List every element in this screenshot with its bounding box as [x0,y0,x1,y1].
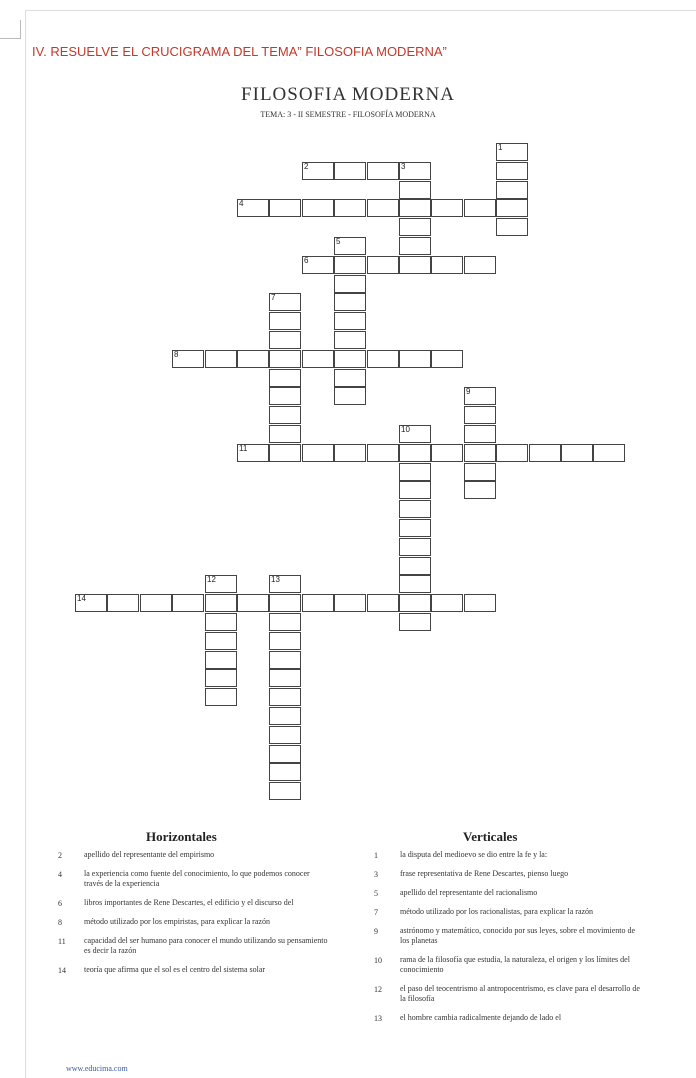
crossword-cell[interactable] [75,594,107,612]
crossword-cell[interactable] [367,162,399,180]
clue-down-13 [374,1013,646,1023]
crossword-cell[interactable] [334,594,366,612]
crossword-cell[interactable] [334,369,366,387]
vertical-clues-list [374,850,646,1032]
crossword-cell[interactable] [269,669,301,687]
crossword-cell[interactable] [529,444,561,462]
crossword-cell[interactable] [269,575,301,593]
clue-number: 6 [58,899,62,908]
horizontal-clues-list [58,850,330,984]
crossword-cell[interactable] [399,350,431,368]
clue-text: método utilizado por los racionalistas, para explicar la razón [400,907,594,916]
crossword-cell[interactable] [367,350,399,368]
crossword-cell[interactable] [464,444,496,462]
crossword-cell[interactable] [334,162,366,180]
clue-text: astrónomo y matemático, conocido por sus leyes, sobre el movimiento de los planetas [400,926,636,945]
clue-text: rama de la filosofía que estudia, la naturaleza, el origen y los límites del conocimiento [400,955,630,974]
crossword-cell[interactable] [399,199,431,217]
crossword-clue-number: 10 [401,425,410,434]
clue-down-7 [374,907,646,917]
crossword-cell[interactable] [334,293,366,311]
crossword-cell[interactable] [205,594,237,612]
crossword-cell[interactable] [205,688,237,706]
crossword-cell[interactable] [269,444,301,462]
crossword-cell[interactable] [302,199,334,217]
clue-text: teoría que afirma que el sol es el centro del sistema solar [84,965,266,974]
clue-number: 9 [374,927,378,936]
crossword-cell[interactable] [561,444,593,462]
vertical-clues-heading: Verticales [463,829,518,844]
crossword-cell[interactable] [431,594,463,612]
clue-number: 12 [374,985,382,994]
crossword-cell[interactable] [496,199,528,217]
horizontal-clues-heading: Horizontales [146,829,217,844]
clue-text: libros importantes de Rene Descartes, el edificio y el discurso del [84,898,294,907]
page-left-border [25,10,26,1078]
crossword-cell[interactable] [399,594,431,612]
crossword-cell[interactable] [269,782,301,800]
crossword-cell[interactable] [269,594,301,612]
crossword-clue-number: 3 [401,162,406,171]
crossword-cell[interactable] [399,425,431,443]
crossword-cell[interactable] [399,444,431,462]
crossword-cell[interactable] [496,143,528,161]
crossword-clue-number: 7 [271,293,276,302]
crossword-cell[interactable] [269,312,301,330]
crossword-cell[interactable] [496,218,528,236]
crossword-cell[interactable] [464,199,496,217]
page-top-border [25,10,696,11]
clue-down-3 [374,869,646,879]
crossword-cell[interactable] [334,444,366,462]
clue-number: 3 [374,870,378,879]
crossword-cell[interactable] [464,425,496,443]
crossword-clue-number: 4 [239,199,244,208]
clue-down-1 [374,850,646,860]
crossword-cell[interactable] [334,387,366,405]
crossword-cell[interactable] [302,444,334,462]
crossword-cell[interactable] [107,594,139,612]
page-corner-mark [0,20,21,39]
clue-text: capacidad del ser humano para conocer el mundo utilizando su pensamiento es decir la razón [84,936,328,955]
clue-number: 5 [374,889,378,898]
crossword-cell[interactable] [172,594,204,612]
crossword-cell[interactable] [399,538,431,556]
crossword-cell[interactable] [269,293,301,311]
clue-across-2 [58,850,330,860]
clue-text: método utilizado por los empiristas, para explicar la razón [84,917,270,926]
crossword-clue-number: 8 [174,350,179,359]
crossword-cell[interactable] [431,256,463,274]
crossword-cell[interactable] [302,350,334,368]
clue-across-8 [58,917,330,927]
crossword-clue-number: 12 [207,575,216,584]
crossword-cell[interactable] [269,688,301,706]
clue-down-5 [374,888,646,898]
crossword-cell[interactable] [399,613,431,631]
crossword-cell[interactable] [205,350,237,368]
crossword-cell[interactable] [399,557,431,575]
clue-number: 11 [58,937,66,946]
crossword-clue-number: 6 [304,256,309,265]
crossword-cell[interactable] [399,162,431,180]
crossword-cell[interactable] [205,613,237,631]
crossword-clue-number: 9 [466,387,471,396]
footer-site-url: www.educima.com [66,1064,128,1073]
crossword-cell[interactable] [367,199,399,217]
crossword-cell[interactable] [399,500,431,518]
clue-text: el hombre cambia radicalmente dejando de lado el [400,1013,562,1022]
clue-across-6 [58,898,330,908]
crossword-cell[interactable] [464,387,496,405]
crossword-cell[interactable] [334,199,366,217]
clue-down-12 [374,984,646,1004]
clue-text: el paso del teocentrismo al antropocentrismo, es clave para el desarrollo de la filosofía [400,984,640,1003]
crossword-cell[interactable] [399,463,431,481]
crossword-cell[interactable] [237,444,269,462]
crossword-clue-number: 11 [239,444,248,453]
crossword-cell[interactable] [269,387,301,405]
clue-text: apellido del representante del racionalismo [400,888,538,897]
crossword-clue-number: 13 [271,575,280,584]
crossword-cell[interactable] [269,350,301,368]
clue-number: 1 [374,851,378,860]
clue-text: la disputa del medioevo se dio entre la fe y la: [400,850,548,859]
crossword-cell[interactable] [464,256,496,274]
clue-number: 10 [374,956,382,965]
crossword-cell[interactable] [367,444,399,462]
crossword-cell[interactable] [269,707,301,725]
crossword-cell[interactable] [334,256,366,274]
crossword-cell[interactable] [140,594,172,612]
crossword-cell[interactable] [269,331,301,349]
crossword-clue-number: 14 [77,594,86,603]
crossword-cell[interactable] [367,594,399,612]
crossword-cell[interactable] [399,181,431,199]
clue-number: 8 [58,918,62,927]
crossword-cell[interactable] [269,632,301,650]
crossword-cell[interactable] [464,406,496,424]
crossword-cell[interactable] [334,275,366,293]
crossword-cell[interactable] [464,594,496,612]
crossword-cell[interactable] [269,651,301,669]
crossword-clue-number: 2 [304,162,309,171]
clue-across-4 [58,869,330,889]
crossword-cell[interactable] [334,237,366,255]
crossword-clue-number: 1 [498,143,503,152]
crossword-cell[interactable] [237,199,269,217]
crossword-cell[interactable] [269,726,301,744]
crossword-cell[interactable] [269,425,301,443]
clue-number: 7 [374,908,378,917]
clue-number: 2 [58,851,62,860]
crossword-cell[interactable] [237,594,269,612]
crossword-cell[interactable] [399,256,431,274]
crossword-cell[interactable] [237,350,269,368]
crossword-cell[interactable] [205,651,237,669]
clue-number: 14 [58,966,66,975]
clue-text: frase representativa de Rene Descartes, pienso luego [400,869,569,878]
crossword-cell[interactable] [269,745,301,763]
crossword-cell[interactable] [334,331,366,349]
crossword-cell[interactable] [205,669,237,687]
crossword-cell[interactable] [399,519,431,537]
crossword-cell[interactable] [269,369,301,387]
crossword-title: FILOSOFIA MODERNA [241,84,455,105]
clue-text: la experiencia como fuente del conocimiento, lo que podemos conocer través de la experiencia [84,869,310,888]
clue-text: apellido del representante del empirismo [84,850,215,859]
clue-down-9 [374,926,646,946]
crossword-cell[interactable] [496,181,528,199]
crossword-cell[interactable] [431,444,463,462]
crossword-cell[interactable] [496,162,528,180]
crossword-cell[interactable] [269,763,301,781]
crossword-cell[interactable] [367,256,399,274]
crossword-cell[interactable] [464,463,496,481]
crossword-cell[interactable] [593,444,625,462]
crossword-cell[interactable] [399,575,431,593]
exercise-instruction: IV. RESUELVE EL CRUCIGRAMA DEL TEMA” FILOSOFIA MODERNA” [32,44,447,59]
crossword-clue-number: 5 [336,237,341,246]
crossword-cell[interactable] [334,350,366,368]
crossword-cell[interactable] [269,613,301,631]
crossword-cell[interactable] [399,481,431,499]
crossword-cell[interactable] [205,632,237,650]
crossword-cell[interactable] [496,444,528,462]
crossword-cell[interactable] [302,594,334,612]
crossword-cell[interactable] [399,237,431,255]
crossword-cell[interactable] [302,162,334,180]
crossword-cell[interactable] [431,350,463,368]
clue-across-11 [58,936,330,956]
crossword-cell[interactable] [334,312,366,330]
crossword-cell[interactable] [464,481,496,499]
clue-down-10 [374,955,646,975]
crossword-subtitle: TEMA: 3 - II SEMESTRE - FILOSOFÍA MODERNA [260,110,436,119]
clue-number: 13 [374,1014,382,1023]
crossword-cell[interactable] [172,350,204,368]
crossword-cell[interactable] [205,575,237,593]
crossword-cell[interactable] [431,199,463,217]
crossword-cell[interactable] [269,406,301,424]
crossword-cell[interactable] [302,256,334,274]
clue-across-14 [58,965,330,975]
crossword-cell[interactable] [269,199,301,217]
clue-number: 4 [58,870,62,879]
crossword-cell[interactable] [399,218,431,236]
